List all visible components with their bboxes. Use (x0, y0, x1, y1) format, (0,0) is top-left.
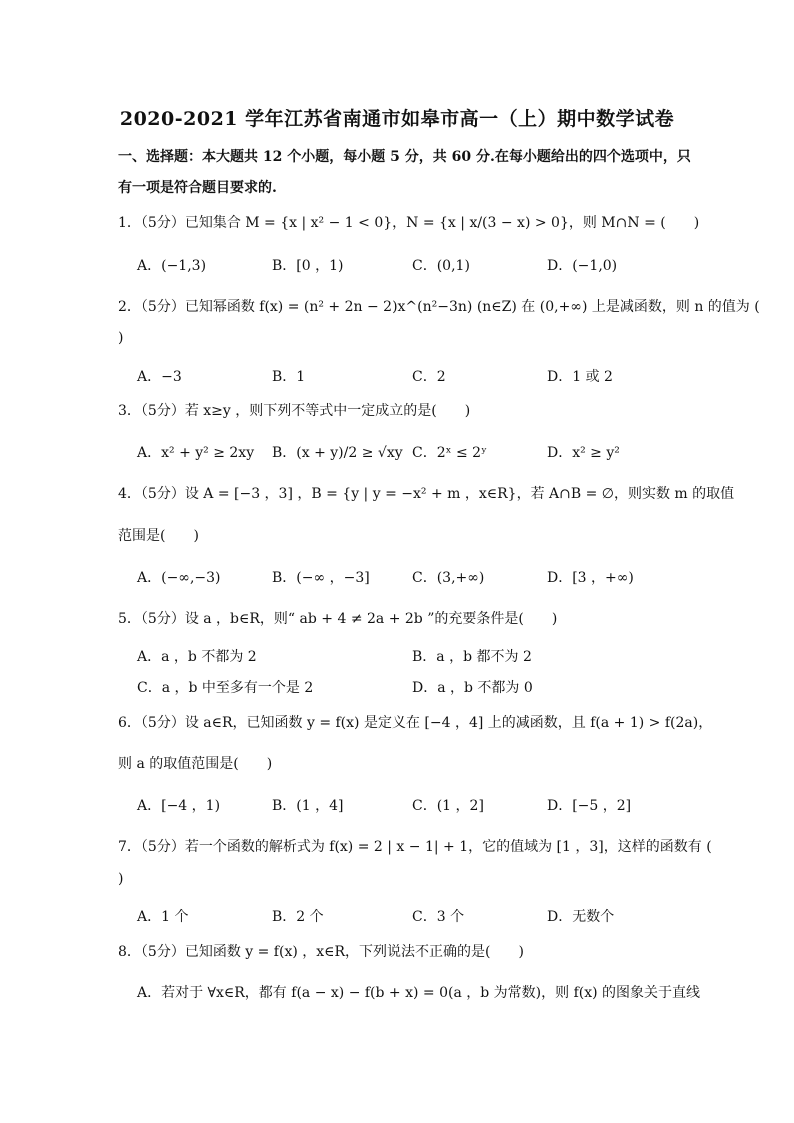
question-1-option-c[interactable]: C．(0,1) (412, 258, 470, 274)
question-2-option-c[interactable]: C．2 (412, 369, 446, 385)
question-3-option-a[interactable]: A．x² + y² ≥ 2xy (137, 445, 255, 461)
question-7-option-c[interactable]: C．3 个 (412, 909, 465, 925)
question-6-option-d[interactable]: D．[−5 ，2] (547, 798, 632, 814)
question-3-option-d[interactable]: D．x² ≥ y² (547, 445, 620, 461)
question-4-stem-line-2: 范围是( ) (118, 528, 199, 544)
question-7-option-d[interactable]: D．无数个 (547, 909, 615, 925)
question-4-option-a[interactable]: A．(−∞,−3) (137, 570, 221, 586)
question-4-option-b[interactable]: B．(−∞ ，−3] (272, 570, 370, 586)
question-7-option-a[interactable]: A．1 个 (137, 909, 189, 925)
question-5-option-d[interactable]: D．a ，b 不都为 0 (412, 680, 533, 696)
question-8-stem: 8．（5分）已知函数 y = f(x) ，x∈R，下列说法不正确的是( ) (118, 944, 524, 960)
question-2-option-b[interactable]: B．1 (272, 369, 306, 385)
question-3-stem: 3．（5分）若 x≥y ，则下列不等式中一定成立的是( ) (118, 403, 471, 419)
question-7-option-b[interactable]: B．2 个 (272, 909, 324, 925)
question-6-stem-line-2: 则 a 的取值范围是( ) (118, 756, 273, 772)
question-6-stem-line-1: 6．（5分）设 a∈R，已知函数 y = f(x) 是定义在 [−4 ，4] 上的减函数，且 f(a + 1) > f(2a)， (118, 715, 713, 731)
question-1-stem: 1．（5分）已知集合 M = {x | x² − 1 < 0}，N = {x | x/(3 − x) > 0}，则 M∩N = ( ) (118, 215, 700, 231)
question-6-option-c[interactable]: C．(1 ，2] (412, 798, 484, 814)
question-5-option-b[interactable]: B．a ，b 都不为 2 (412, 649, 532, 665)
question-4-option-d[interactable]: D．[3 ，+∞) (547, 570, 634, 586)
question-5-stem: 5．（5分）设 a ，b∈R，则“ ab + 4 ≠ 2a + 2b ”的充要条件是( ) (118, 611, 558, 627)
question-2-option-d[interactable]: D．1 或 2 (547, 369, 613, 385)
question-2-stem-line-2: ) (118, 330, 124, 346)
question-5-option-c[interactable]: C．a ，b 中至多有一个是 2 (137, 680, 314, 696)
section-heading-line-1: 一、选择题：本大题共 12 个小题，每小题 5 分，共 60 分.在每小题给出的四个选项中，只 (118, 149, 691, 165)
question-3-option-b[interactable]: B．(x + y)/2 ≥ √xy (272, 445, 403, 461)
question-1-option-b[interactable]: B．[0 ，1) (272, 258, 344, 274)
question-4-option-c[interactable]: C．(3,+∞) (412, 570, 485, 586)
question-1-option-d[interactable]: D．(−1,0) (547, 258, 618, 274)
question-6-option-a[interactable]: A．[−4 ，1) (137, 798, 221, 814)
exam-title: 2020-2021 学年江苏省南通市如皋市高一（上）期中数学试卷 (119, 108, 675, 130)
question-2-option-a[interactable]: A．−3 (137, 369, 182, 385)
question-5-option-a[interactable]: A．a ，b 不都为 2 (137, 649, 257, 665)
question-2-stem-line-1: 2．（5分）已知幂函数 f(x) = (n² + 2n − 2)x^(n²−3n) (n∈Z) 在 (0,+∞) 上是减函数，则 n 的值为 ( (118, 299, 760, 315)
question-8-option-a[interactable]: A．若对于 ∀x∈R，都有 f(a − x) − f(b + x) = 0(a ，b 为常数)，则 f(x) 的图象关于直线 (137, 985, 701, 1001)
section-heading-line-2: 有一项是符合题目要求的. (118, 180, 277, 196)
question-6-option-b[interactable]: B．(1 ，4] (272, 798, 344, 814)
question-7-stem-line-2: ) (118, 871, 124, 887)
question-1-option-a[interactable]: A．(−1,3) (137, 258, 207, 274)
question-4-stem-line-1: 4．（5分）设 A = [−3 ，3] ，B = {y | y = −x² + m ，x∈R}，若 A∩B = ∅，则实数 m 的取值 (118, 486, 735, 502)
question-3-option-c[interactable]: C．2ˣ ≤ 2ʸ (412, 445, 488, 461)
question-7-stem-line-1: 7．（5分）若一个函数的解析式为 f(x) = 2 | x − 1| + 1，它的值域为 [1 ，3]，这样的函数有 ( (118, 839, 712, 855)
